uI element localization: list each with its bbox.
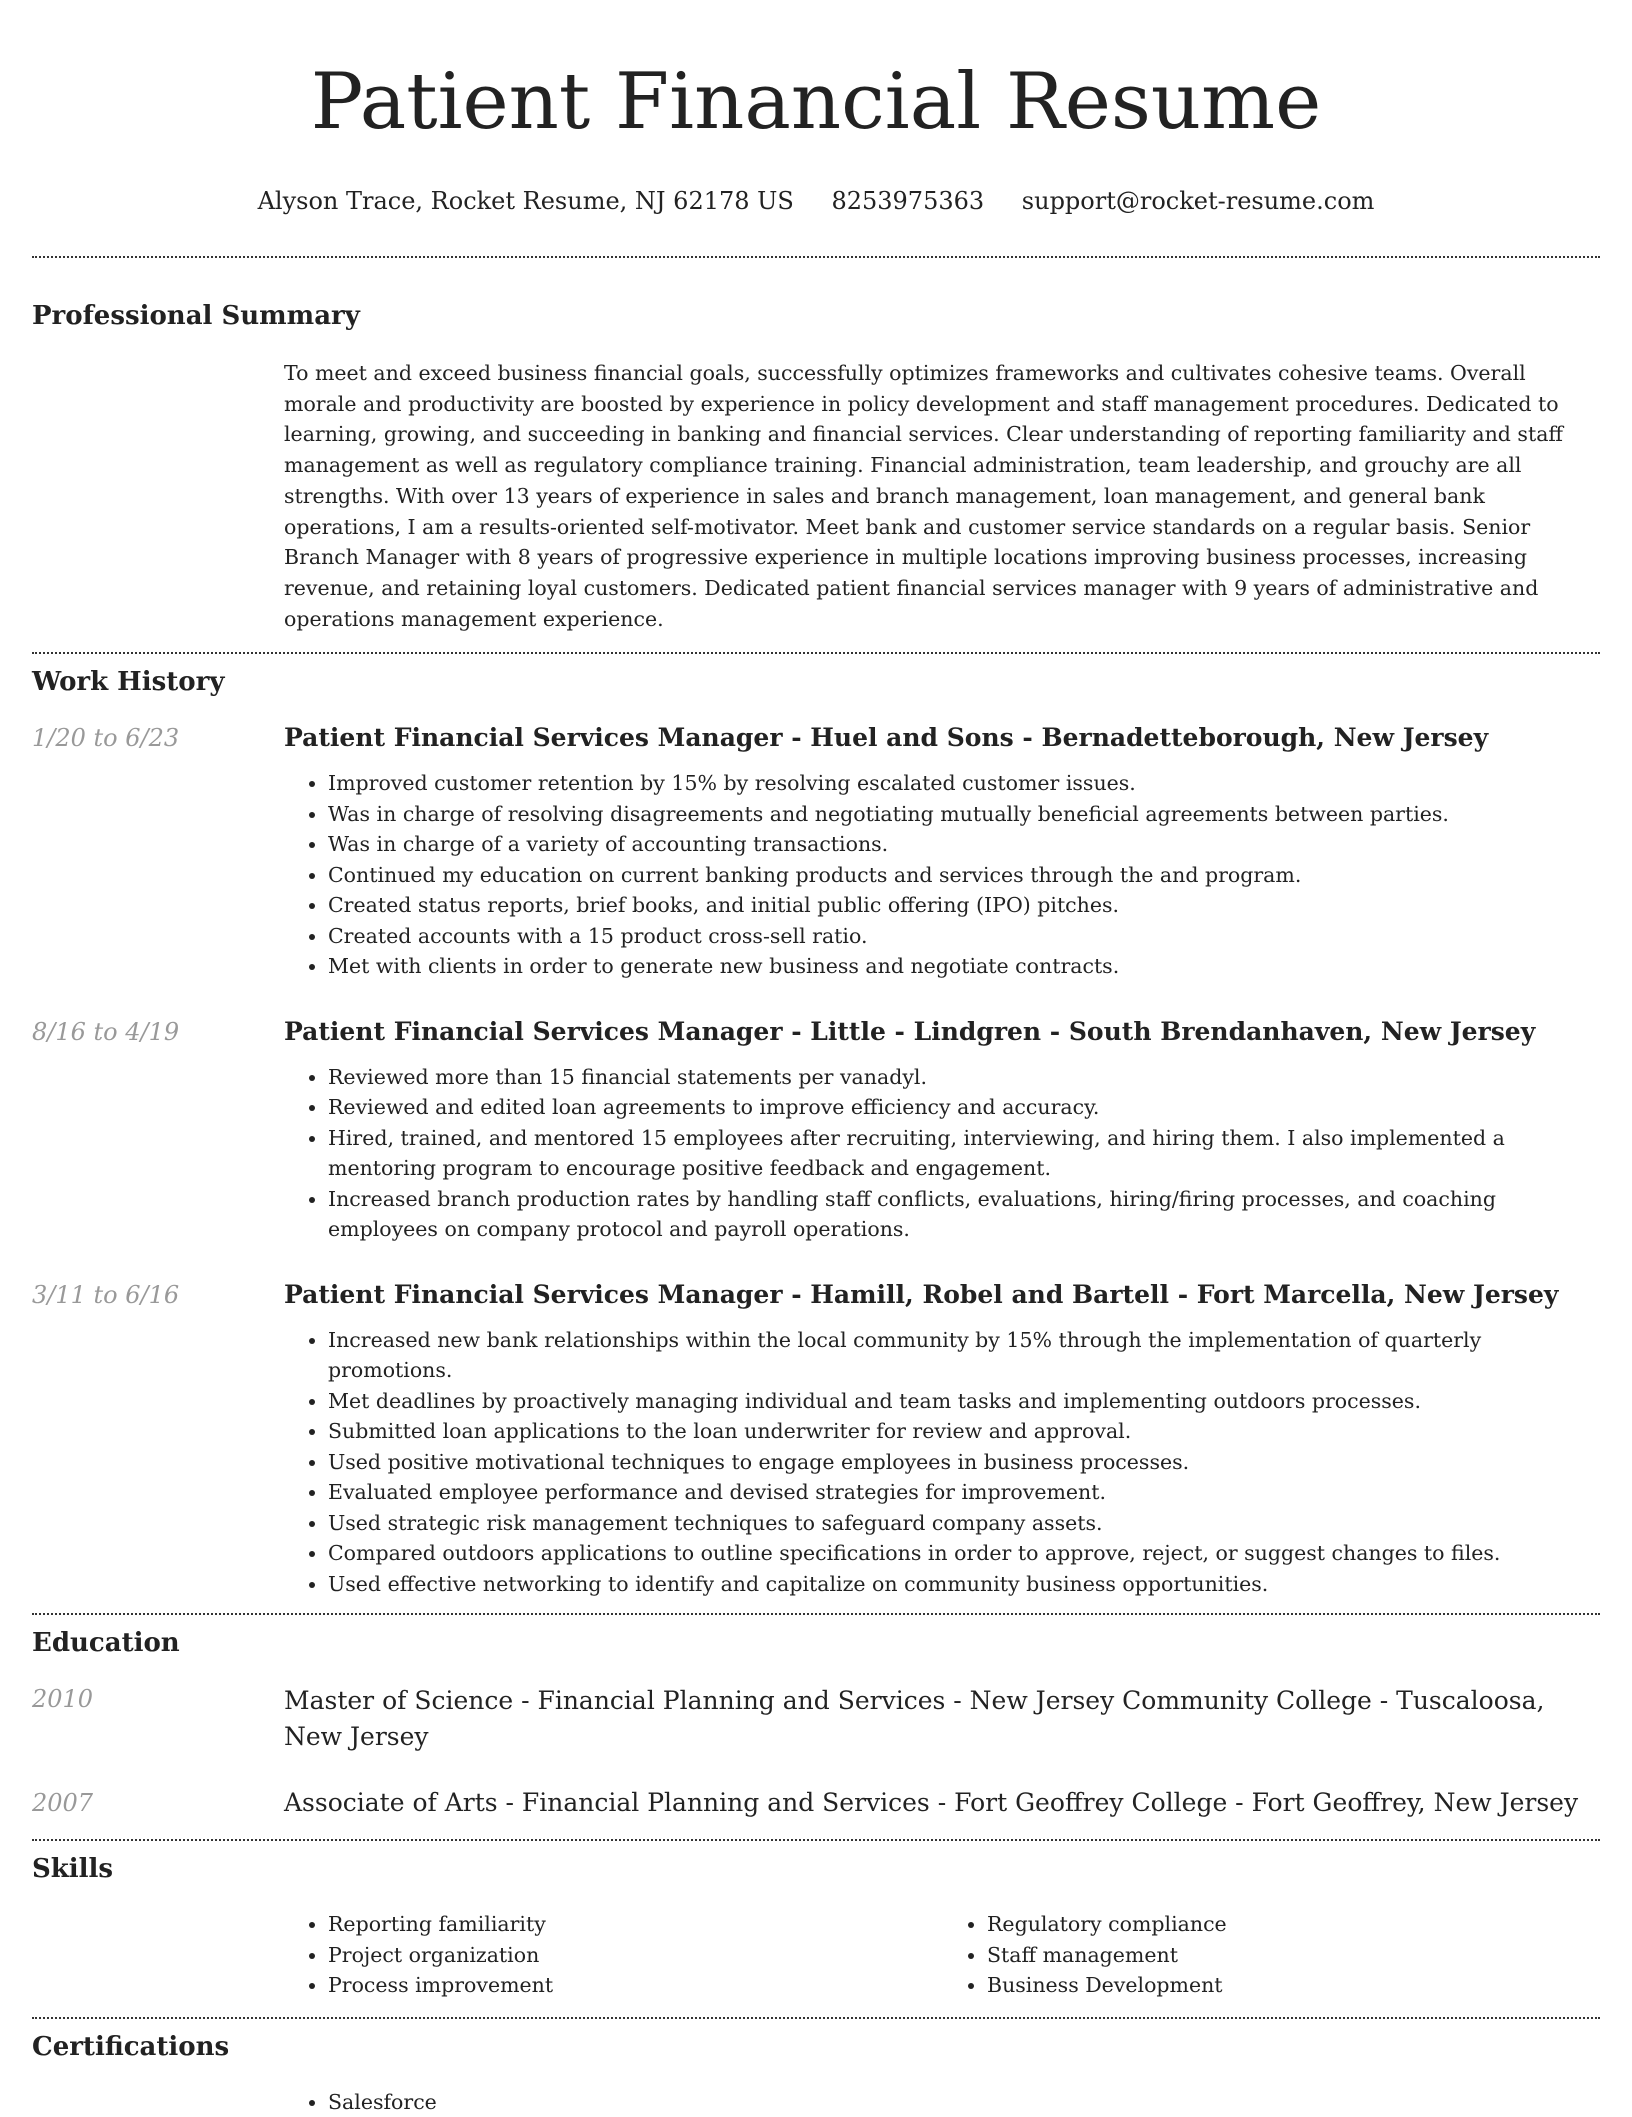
list-item: • Continued my education on current banking products and services through the and program. [328,860,1600,891]
skills-row [32,1909,1600,2001]
resume-page [32,0,1600,2117]
list-item: • Used positive motivational techniques to engage employees in business processes. [328,1447,1600,1478]
list-item: • Regulatory compliance [987,1909,1602,1940]
contact-line [32,186,1600,216]
job-bullets [284,1325,1600,1600]
education-title: Master of Science - Financial Planning and Services - New Jersey Community College - Tuscaloosa, New Jersey [284,1686,1545,1752]
section-title-skills: Skills [32,1854,114,1885]
page-title: Patient Financial Resume [310,57,1322,147]
list-item: • Was in charge of a variety of accounting transactions. [328,829,1600,860]
certifications-row [32,2087,1600,2117]
list-item: • Met deadlines by proactively managing individual and team tasks and implementing outdoors processes. [328,1386,1600,1417]
list-item: • Reviewed more than 15 financial statements per vanadyl. [328,1062,1600,1093]
list-item: • Improved customer retention by 15% by resolving escalated customer issues. [328,768,1600,799]
list-item: • Project organization [328,1940,943,1971]
list-item: • Business Development [987,1970,1602,2001]
list-item: • Met with clients in order to generate new business and negotiate contracts. [328,951,1600,982]
job-entry [32,1016,1600,1245]
list-item: • Used effective networking to identify and capitalize on community business opportunities. [328,1569,1600,1600]
education-year: 2010 [32,1685,94,1714]
skills-list [284,1909,1602,2001]
list-item: • Increased new bank relationships within the local community by 15% through the implementation of quarterly promotions. [328,1325,1600,1386]
list-item: • Was in charge of resolving disagreements and negotiating mutually beneficial agreements between parties. [328,799,1600,830]
list-item: • Salesforce [328,2087,1600,2117]
certifications-list [284,2087,1600,2117]
list-item: • Process improvement [328,1970,943,2001]
list-item: • Increased branch production rates by handling staff conflicts, evaluations, hiring/firing processes, and coaching employees on company protocol and payroll operations. [328,1184,1600,1245]
divider [32,1839,1600,1841]
skills-column-1 [284,1909,943,2001]
divider [32,2017,1600,2019]
section-title-certifications: Certifications [32,2031,230,2062]
contact-email: support@rocket-resume.com [1021,187,1375,215]
list-item: • Reporting familiarity [328,1909,943,1940]
list-item: • Submitted loan applications to the loan underwriter for review and approval. [328,1416,1600,1447]
job-dates: 1/20 to 6/23 [32,724,180,753]
contact-address: Alyson Trace, Rocket Resume, NJ 62178 US [257,187,794,215]
list-item: • Evaluated employee performance and devised strategies for improvement. [328,1477,1600,1508]
list-item: • Hired, trained, and mentored 15 employees after recruiting, interviewing, and hiring them. I also implemented a mentoring program to encourage positive feedback and engagement. [328,1123,1600,1184]
summary-row [32,358,1600,634]
job-bullets [284,1062,1600,1245]
section-title-summary: Professional Summary [32,301,360,331]
divider [32,652,1600,654]
job-entry [32,722,1600,982]
job-title: Patient Financial Services Manager - Little - Lindgren - South Brendanhaven, New Jersey [284,1016,1536,1046]
divider [32,1613,1600,1615]
section-title-education: Education [32,1628,180,1659]
skills-column-2 [943,1909,1602,2001]
job-dates: 3/11 to 6/16 [32,1280,180,1309]
divider [32,256,1600,258]
list-item: • Compared outdoors applications to outline specifications in order to approve, reject, or suggest changes to files. [328,1538,1600,1569]
education-entry [32,1787,1600,1819]
summary-text: To meet and exceed business financial goals, successfully optimizes frameworks and cultivates cohesive teams. Overall morale and productivity are boosted by experience in policy development and staff management procedures. Dedicated to learning, growing, and succeeding in banking and financial services. Clear understanding of reporting familiarity and staff management as well as regulatory compliance training. Financial administration, team leadership, and grouchy are all strengths. With over 13 years of experience in sales and branch management, loan management, and general bank operations, I am a results-oriented self-motivator. Meet bank and customer service standards on a regular basis. Senior Branch Manager with 8 years of progressive experience in multiple locations improving business processes, increasing revenue, and retaining loyal customers. Dedicated patient financial services manager with 9 years of administrative and operations management experience. [284,361,1563,631]
education-year: 2007 [32,1789,94,1818]
job-title: Patient Financial Services Manager - Hamill, Robel and Bartell - Fort Marcella, New Jersey [284,1279,1559,1309]
section-title-work-history: Work History [32,667,225,698]
job-dates: 8/16 to 4/19 [32,1017,180,1046]
job-entry [32,1279,1600,1600]
education-title: Associate of Arts - Financial Planning and Services - Fort Geoffrey College - Fort Geoffrey, New Jersey [284,1788,1579,1818]
list-item: • Created status reports, brief books, and initial public offering (IPO) pitches. [328,890,1600,921]
list-item: • Used strategic risk management techniques to safeguard company assets. [328,1508,1600,1539]
list-item: • Reviewed and edited loan agreements to improve efficiency and accuracy. [328,1092,1600,1123]
contact-phone: 8253975363 [831,187,985,215]
list-item: • Created accounts with a 15 product cross-sell ratio. [328,921,1600,952]
job-title: Patient Financial Services Manager - Huel and Sons - Bernadetteborough, New Jersey [284,723,1489,753]
job-bullets [284,768,1600,982]
list-item: • Staff management [987,1940,1602,1971]
education-entry [32,1683,1600,1755]
